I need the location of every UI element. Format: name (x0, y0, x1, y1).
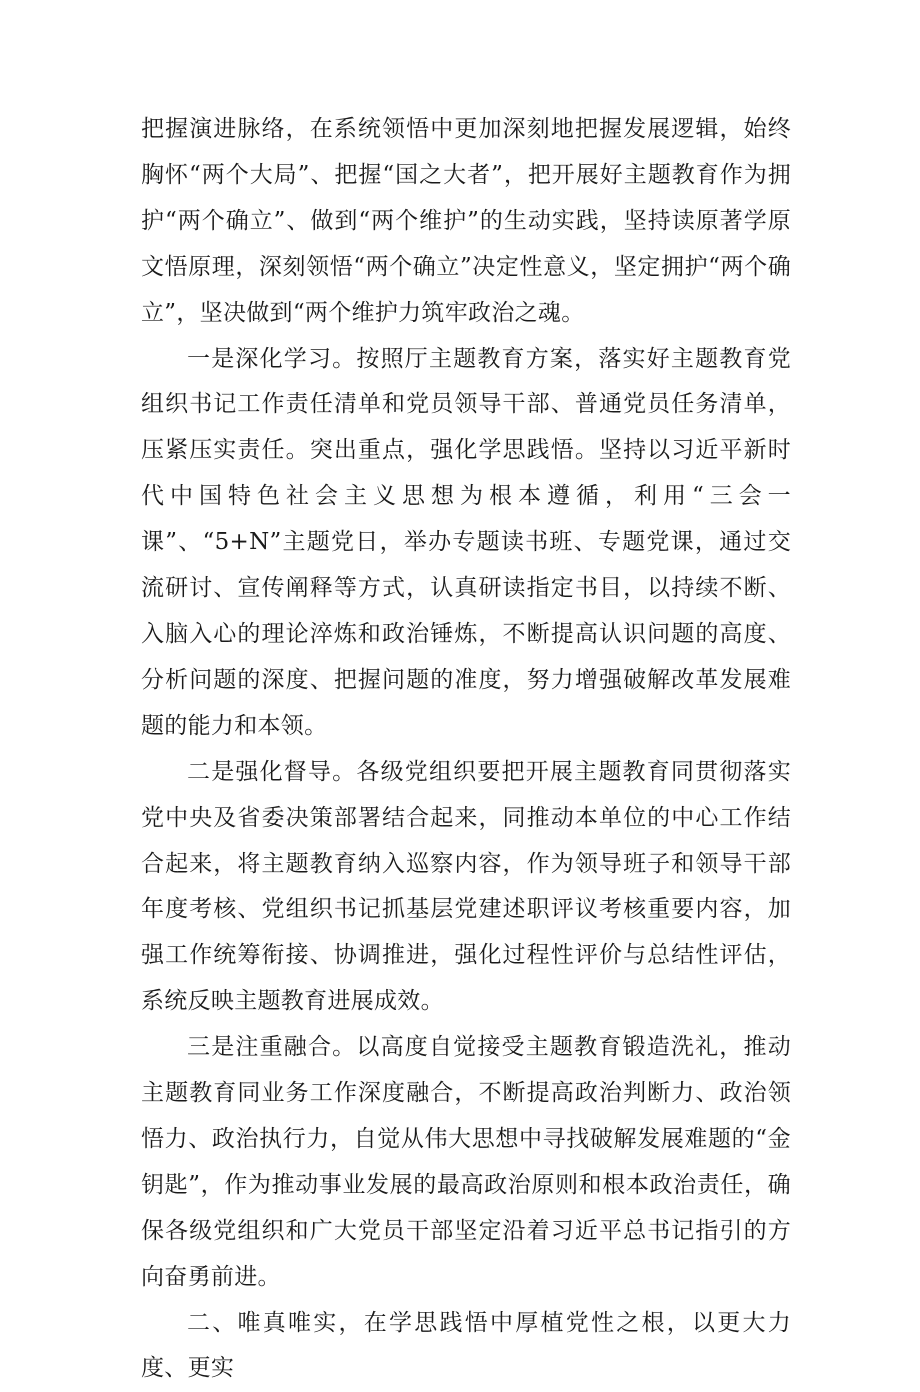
document-body (141, 107, 791, 1392)
paragraph-2: 一是深化学习。按照厅主题教育方案，落实好主题教育党组织书记工作责任清单和党员领导干部、普通党员任务清单，压紧压实责任。突出重点，强化学思践悟。坚持以习近平新时代中国特色社会主义思想为根本遵循，利用“三会一课”、“5+N”主题党日，举办专题读书班、专题党课，通过交流研讨、宣传阐释等方式，认真研读指定书目，以持续不断、入脑入心的理论淬炼和政治锤炼，不断提高认识问题的高度、分析问题的深度、把握问题的准度，努力增强破解改革发展难题的能力和本领。 (141, 345, 791, 739)
paragraph-1: 把握演进脉络，在系统领悟中更加深刻地把握发展逻辑，始终胸怀“两个大局”、把握“国之大者”，把开展好主题教育作为拥护“两个确立”、做到“两个维护”的生动实践，坚持读原著学原文悟原理，深刻领悟“两个确立”决定性意义，坚定拥护“两个确立”，坚决做到“两个维护力筑牢政治之魂。 (141, 116, 791, 326)
paragraph-4: 三是注重融合。以高度自觉接受主题教育锻造洗礼，推动主题教育同业务工作深度融合，不断提高政治判断力、政治领悟力、政治执行力，自觉从伟大思想中寻找破解发展难题的“金钥匙”，作为推动事业发展的最高政治原则和根本政治责任，确保各级党组织和广大党员干部坚定沿着习近平总书记指引的方向奋勇前进。 (141, 1034, 791, 1290)
paragraph-5: 二、唯真唯实，在学思践悟中厚植党性之根，以更大力度、更实 (141, 1309, 791, 1382)
paragraph-3: 二是强化督导。各级党组织要把开展主题教育同贯彻落实党中央及省委决策部署结合起来，同推动本单位的中心工作结合起来，将主题教育纳入巡察内容，作为领导班子和领导干部年度考核、党组织书记抓基层党建述职评议考核重要内容，加强工作统筹衔接、协调推进，强化过程性评价与总结性评估，系统反映主题教育进展成效。 (141, 758, 791, 1015)
